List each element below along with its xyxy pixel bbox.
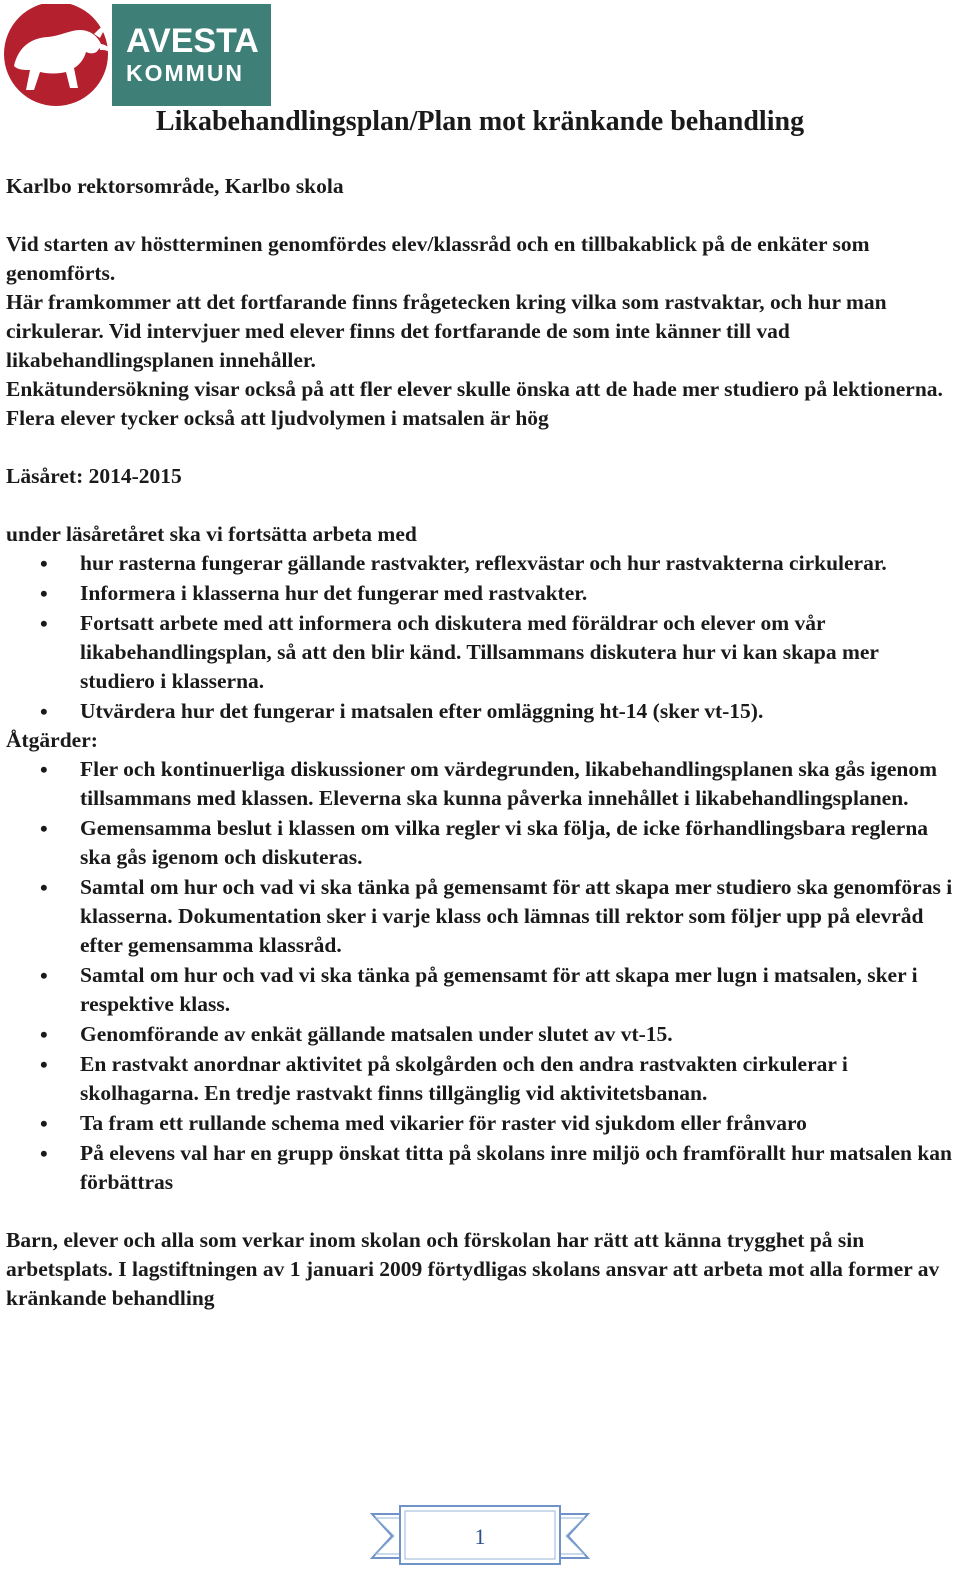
document-body xyxy=(6,172,954,1313)
list-item: • På elevens val har en grupp önskat titta på skolans inre miljö och framförallt hur matsalen kan förbättras xyxy=(6,1139,954,1197)
intro-paragraph-3: Enkätundersökning visar också på att fler elever skulle önska att de hade mer studiero på lektionerna. xyxy=(6,377,943,401)
avesta-kommun-logo xyxy=(4,4,271,106)
bison-icon xyxy=(4,4,112,106)
continue-heading: under läsåretåret ska vi fortsätta arbeta med xyxy=(6,522,417,546)
intro-paragraph-1: Vid starten av höstterminen genomfördes elev/klassråd och en tillbakablick på de enkäter som genomförts. xyxy=(6,232,870,285)
closing-paragraph: Barn, elever och alla som verkar inom skolan och förskolan har rätt att känna trygghet på sin arbetsplats. I lagstiftningen av 1 januari 2009 förtydligas skolans ansvar att arbeta mot alla former av kränkande behandling xyxy=(6,1228,940,1310)
list-item: • hur rasterna fungerar gällande rastvakter, reflexvästar och hur rastvakterna cirkulerar. xyxy=(6,549,954,578)
list-item: • Samtal om hur och vad vi ska tänka på gemensamt för att skapa mer lugn i matsalen, sker i respektive klass. xyxy=(6,961,954,1019)
bison-emblem xyxy=(4,4,112,106)
logo-line-1: AVESTA xyxy=(126,22,259,60)
continue-list xyxy=(6,549,954,726)
actions-heading: Åtgärder: xyxy=(6,728,98,752)
page-number-banner xyxy=(370,1502,590,1568)
list-item: • En rastvakt anordnar aktivitet på skolgården och den andra rastvakten cirkulerar i skolhagarna. En tredje rastvakt finns tillgänglig vid aktivitetsbanan. xyxy=(6,1050,954,1108)
list-item: • Fortsatt arbete med att informera och diskutera med föräldrar och elever om vår likabehandlingsplan, så att den blir känd. Tillsammans diskutera hur vi kan skapa mer studiero i klasserna. xyxy=(6,609,954,696)
list-item: • Genomförande av enkät gällande matsalen under slutet av vt-15. xyxy=(6,1020,954,1049)
list-item: • Fler och kontinuerliga diskussioner om värdegrunden, likabehandlingsplanen ska gås igenom tillsammans med klassen. Eleverna ska kunna påverka innehållet i likabehandlingsplanen. xyxy=(6,755,954,813)
actions-list xyxy=(6,755,954,1197)
intro-paragraph-2: Här framkommer att det fortfarande finns frågetecken kring vilka som rastvaktar, och hur man cirkulerar. Vid intervjuer med elever finns det fortfarande de som inte känner till vad likabehandlingsplanen innehåller. xyxy=(6,290,887,372)
list-item: • Gemensamma beslut i klassen om vilka regler vi ska följa, de icke förhandlingsbara reglerna ska gås igenom och diskuteras. xyxy=(6,814,954,872)
list-item: • Samtal om hur och vad vi ska tänka på gemensamt för att skapa mer studiero ska genomföras i klasserna. Dokumentation sker i varje klass och lämnas till rektor som följer upp på elevråd efter gemensamma klassråd. xyxy=(6,873,954,960)
school-name: Karlbo rektorsområde, Karlbo skola xyxy=(6,174,344,198)
logo-wordmark xyxy=(112,4,271,106)
intro-paragraph-4: Flera elever tycker också att ljudvolymen i matsalen är hög xyxy=(6,406,549,430)
list-item: • Utvärdera hur det fungerar i matsalen efter omläggning ht-14 (sker vt-15). xyxy=(6,697,954,726)
list-item: • Ta fram ett rullande schema med vikarier för raster vid sjukdom eller frånvaro xyxy=(6,1109,954,1138)
logo-line-2: KOMMUN xyxy=(126,60,245,86)
document-title: Likabehandlingsplan/Plan mot kränkande behandling xyxy=(155,106,805,137)
list-item: • Informera i klasserna hur det fungerar med rastvakter. xyxy=(6,579,954,608)
school-year: Läsåret: 2014-2015 xyxy=(6,464,182,488)
page-number: 1 xyxy=(474,1524,486,1549)
